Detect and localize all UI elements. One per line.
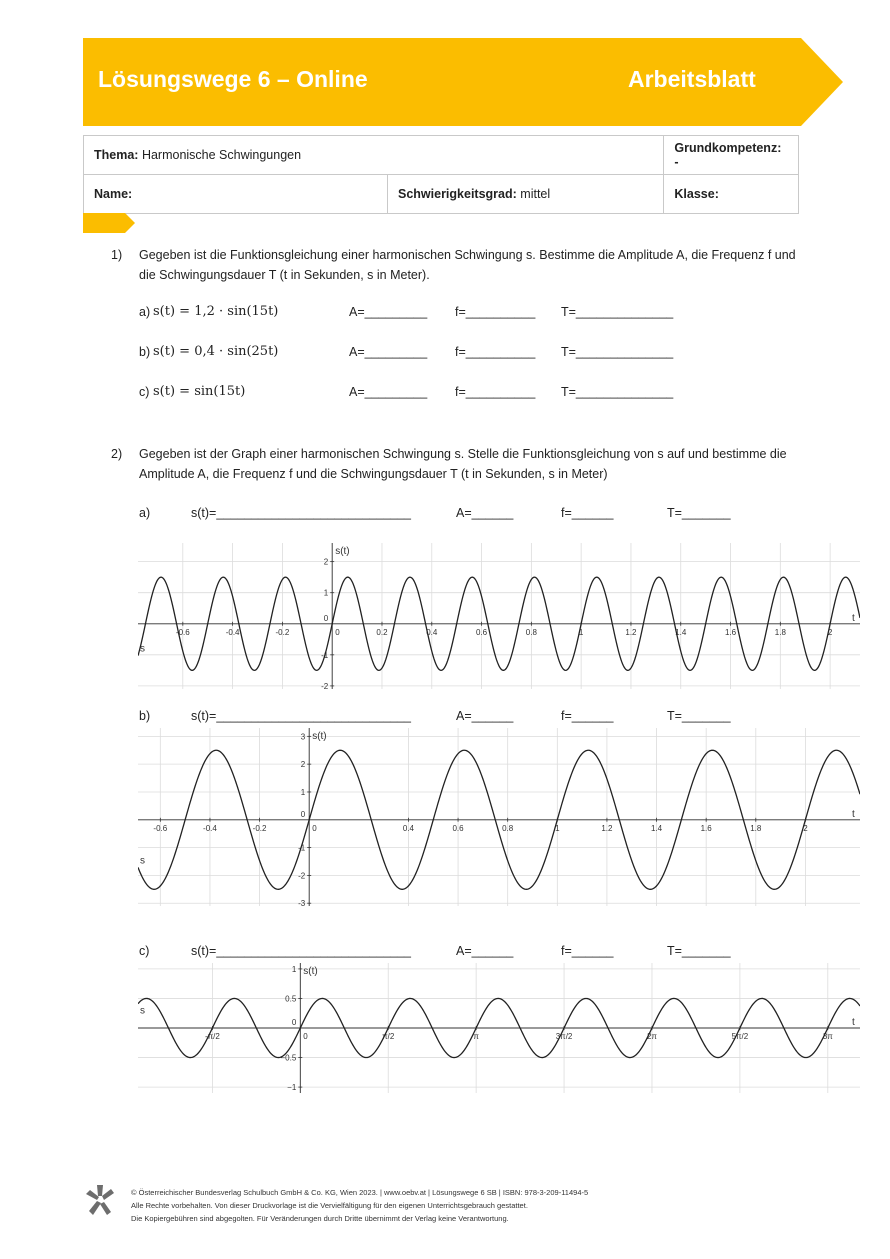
- graph-b: [138, 728, 860, 906]
- series-label: s: [140, 643, 145, 655]
- x-tick-label: -π/2: [204, 1032, 220, 1041]
- task2-c-period: T=_______: [667, 944, 731, 958]
- task2-a-frequency: f=______: [561, 506, 614, 520]
- task1-b-frequency: f=__________: [455, 345, 536, 359]
- x-tick-label: 1.6: [724, 627, 737, 637]
- task1-b-label: b): [139, 345, 151, 359]
- x-tick-label: 2: [803, 823, 808, 833]
- thema-value: Harmonische Schwingungen: [141, 148, 302, 162]
- task2-c-frequency: f=______: [561, 944, 614, 958]
- x-tick-label: 0.8: [525, 627, 537, 637]
- schwierigkeit-cell: [388, 175, 664, 214]
- thema-cell: [84, 136, 664, 175]
- x-tick-label: 0: [312, 823, 317, 833]
- task1-c-amplitude: A=_________: [349, 385, 428, 399]
- x-tick-label: 0.2: [376, 627, 388, 637]
- task2-b-function: s(t)=____________________________: [191, 709, 412, 723]
- x-tick-label: -0.6: [175, 627, 190, 637]
- x-axis-label: t: [852, 612, 855, 624]
- y-tick-label: 1: [300, 787, 306, 797]
- y-tick-label: −1: [287, 1083, 297, 1093]
- x-tick-label: 0.4: [402, 823, 415, 833]
- x-tick-label: -0.2: [275, 627, 290, 637]
- y-tick-label: 3: [300, 732, 306, 742]
- x-tick-label: 3π: [822, 1032, 833, 1041]
- x-tick-label: π/2: [382, 1032, 395, 1041]
- task2-c-label: c): [139, 944, 150, 958]
- task2-a-amplitude: A=______: [456, 506, 514, 520]
- name-cell: Name:: [84, 175, 388, 214]
- task1-a-frequency: f=__________: [455, 305, 536, 319]
- x-tick-label: 1.8: [750, 823, 762, 833]
- x-axis-label: t: [852, 1017, 855, 1028]
- x-tick-label: 5π/2: [731, 1032, 749, 1041]
- schwierigkeit-value: mittel: [520, 187, 551, 201]
- task1-b-period: T=______________: [561, 345, 674, 359]
- x-tick-label: 0.8: [502, 823, 514, 833]
- task1-number: 1): [111, 248, 123, 262]
- y-axis-label: s(t): [303, 966, 318, 977]
- series-label: s: [140, 855, 145, 867]
- header-title: Lösungswege 6 – Online: [98, 66, 368, 92]
- task1-a-amplitude: A=_________: [349, 305, 428, 319]
- task1-text: Gegeben ist die Funktionsgleichung einer harmonischen Schwingung s. Bestimme die Amplitude A, die Frequenz f und die Schwingungsdauer T (t in Sekunden, s in Meter).: [139, 248, 796, 282]
- y-axis-label: s(t): [335, 546, 350, 557]
- task1-c-label: c): [139, 385, 150, 399]
- y-tick-label: −0.5: [280, 1053, 297, 1063]
- task1-b-equation: s(t) = 0,4 · sin(25t): [153, 344, 279, 359]
- x-tick-label: 1.4: [675, 627, 687, 637]
- x-tick-label: 1.8: [774, 627, 786, 637]
- task1-c-equation: s(t) = sin(15t): [153, 384, 246, 399]
- x-tick-label: -0.4: [225, 627, 240, 637]
- y-tick-label: 2: [300, 760, 306, 770]
- x-tick-label: -0.4: [203, 823, 217, 833]
- publisher-logo-icon: [84, 1183, 116, 1217]
- small-arrow-marker: [83, 213, 135, 233]
- y-tick-label: -2: [298, 871, 306, 881]
- footer-disclaimer: Die Kopiergebühren sind abgegolten. Für Veränderungen durch Dritte übernimmt der Verlag keine Verantwortung.: [131, 1214, 509, 1223]
- y-tick-label: 2: [323, 557, 329, 567]
- task1-c-frequency: f=__________: [455, 385, 536, 399]
- y-tick-label: 1: [291, 964, 297, 974]
- x-tick-label: 1: [578, 627, 584, 637]
- grundkompetenz-cell: Grundkompetenz: -: [664, 136, 799, 175]
- task2-c-amplitude: A=______: [456, 944, 514, 958]
- task2-a-period: T=_______: [667, 506, 731, 520]
- x-axis-label: t: [852, 808, 855, 820]
- task1-a-equation: s(t) = 1,2 · sin(15t): [153, 304, 279, 319]
- footer: [131, 1186, 588, 1225]
- y-axis-label: s(t): [312, 731, 327, 742]
- x-tick-label: 0.6: [452, 823, 464, 833]
- task1-c-period: T=______________: [561, 385, 674, 399]
- task2-number: 2): [111, 447, 123, 461]
- footer-copyright: © Österreichischer Bundesverlag Schulbuch GmbH & Co. KG, Wien 2023. | www.oebv.at | Lösungswege 6 SB | ISBN: 978-3-209-11494-5: [131, 1188, 589, 1197]
- y-tick-label: 1: [323, 588, 329, 598]
- graph-c: [138, 963, 860, 1093]
- task2-a-function: s(t)=____________________________: [191, 506, 412, 520]
- y-tick-label: 0: [323, 613, 329, 623]
- task1-a-period: T=______________: [561, 305, 674, 319]
- x-tick-label: -0.6: [153, 823, 168, 833]
- y-tick-label: 0: [300, 809, 306, 819]
- x-tick-label: 1.2: [601, 823, 613, 833]
- x-tick-label: 0.4: [426, 627, 438, 637]
- x-tick-label: 3π/2: [555, 1032, 573, 1041]
- task2-c-function: s(t)=____________________________: [191, 944, 412, 958]
- x-tick-label: 0.6: [476, 627, 488, 637]
- x-tick-label: 1: [555, 823, 560, 833]
- y-tick-label: 0: [291, 1018, 297, 1027]
- task2-text: Gegeben ist der Graph einer harmonischen Schwingung s. Stelle die Funktionsgleichung von s auf und bestimme die Amplitude A, die Frequenz f und die Schwingungsdauer T (t in Sekunden, s in Meter): [139, 447, 787, 481]
- task2-b-period: T=_______: [667, 709, 731, 723]
- y-tick-label: -3: [298, 899, 306, 906]
- header-type: Arbeitsblatt: [628, 66, 756, 92]
- thema-label: Thema:: [94, 148, 139, 162]
- klasse-cell: Klasse:: [664, 175, 799, 214]
- y-tick-label: -2: [321, 681, 329, 689]
- task1-a-label: a): [139, 305, 151, 319]
- task1-b-amplitude: A=_________: [349, 345, 428, 359]
- series-label: s: [140, 1005, 145, 1017]
- x-tick-label: 2π: [646, 1032, 657, 1041]
- meta-table: [83, 135, 799, 214]
- x-tick-label: 0: [335, 627, 340, 637]
- y-tick-label: -1: [321, 650, 329, 660]
- task2-b-amplitude: A=______: [456, 709, 514, 723]
- x-tick-label: 1.4: [650, 823, 663, 833]
- x-tick-label: 2: [827, 627, 833, 637]
- task2-b-label: b): [139, 709, 151, 723]
- y-tick-label: 0.5: [285, 994, 297, 1004]
- x-tick-label: π: [473, 1032, 479, 1041]
- x-tick-label: 1.2: [625, 627, 637, 637]
- y-tick-label: -1: [298, 843, 306, 853]
- x-tick-label: 1.6: [700, 823, 712, 833]
- graph-a: [138, 543, 860, 689]
- task2-a-label: a): [139, 506, 151, 520]
- schwierigkeit-label: Schwierigkeitsgrad:: [398, 187, 517, 201]
- footer-rights: Alle Rechte vorbehalten. Von dieser Druckvorlage ist die Vervielfältigung für den eigenen Unterrichtsgebrauch gestattet.: [131, 1201, 528, 1210]
- x-tick-label: -0.2: [252, 823, 267, 833]
- task2-b-frequency: f=______: [561, 709, 614, 723]
- x-tick-label: 0: [303, 1032, 308, 1041]
